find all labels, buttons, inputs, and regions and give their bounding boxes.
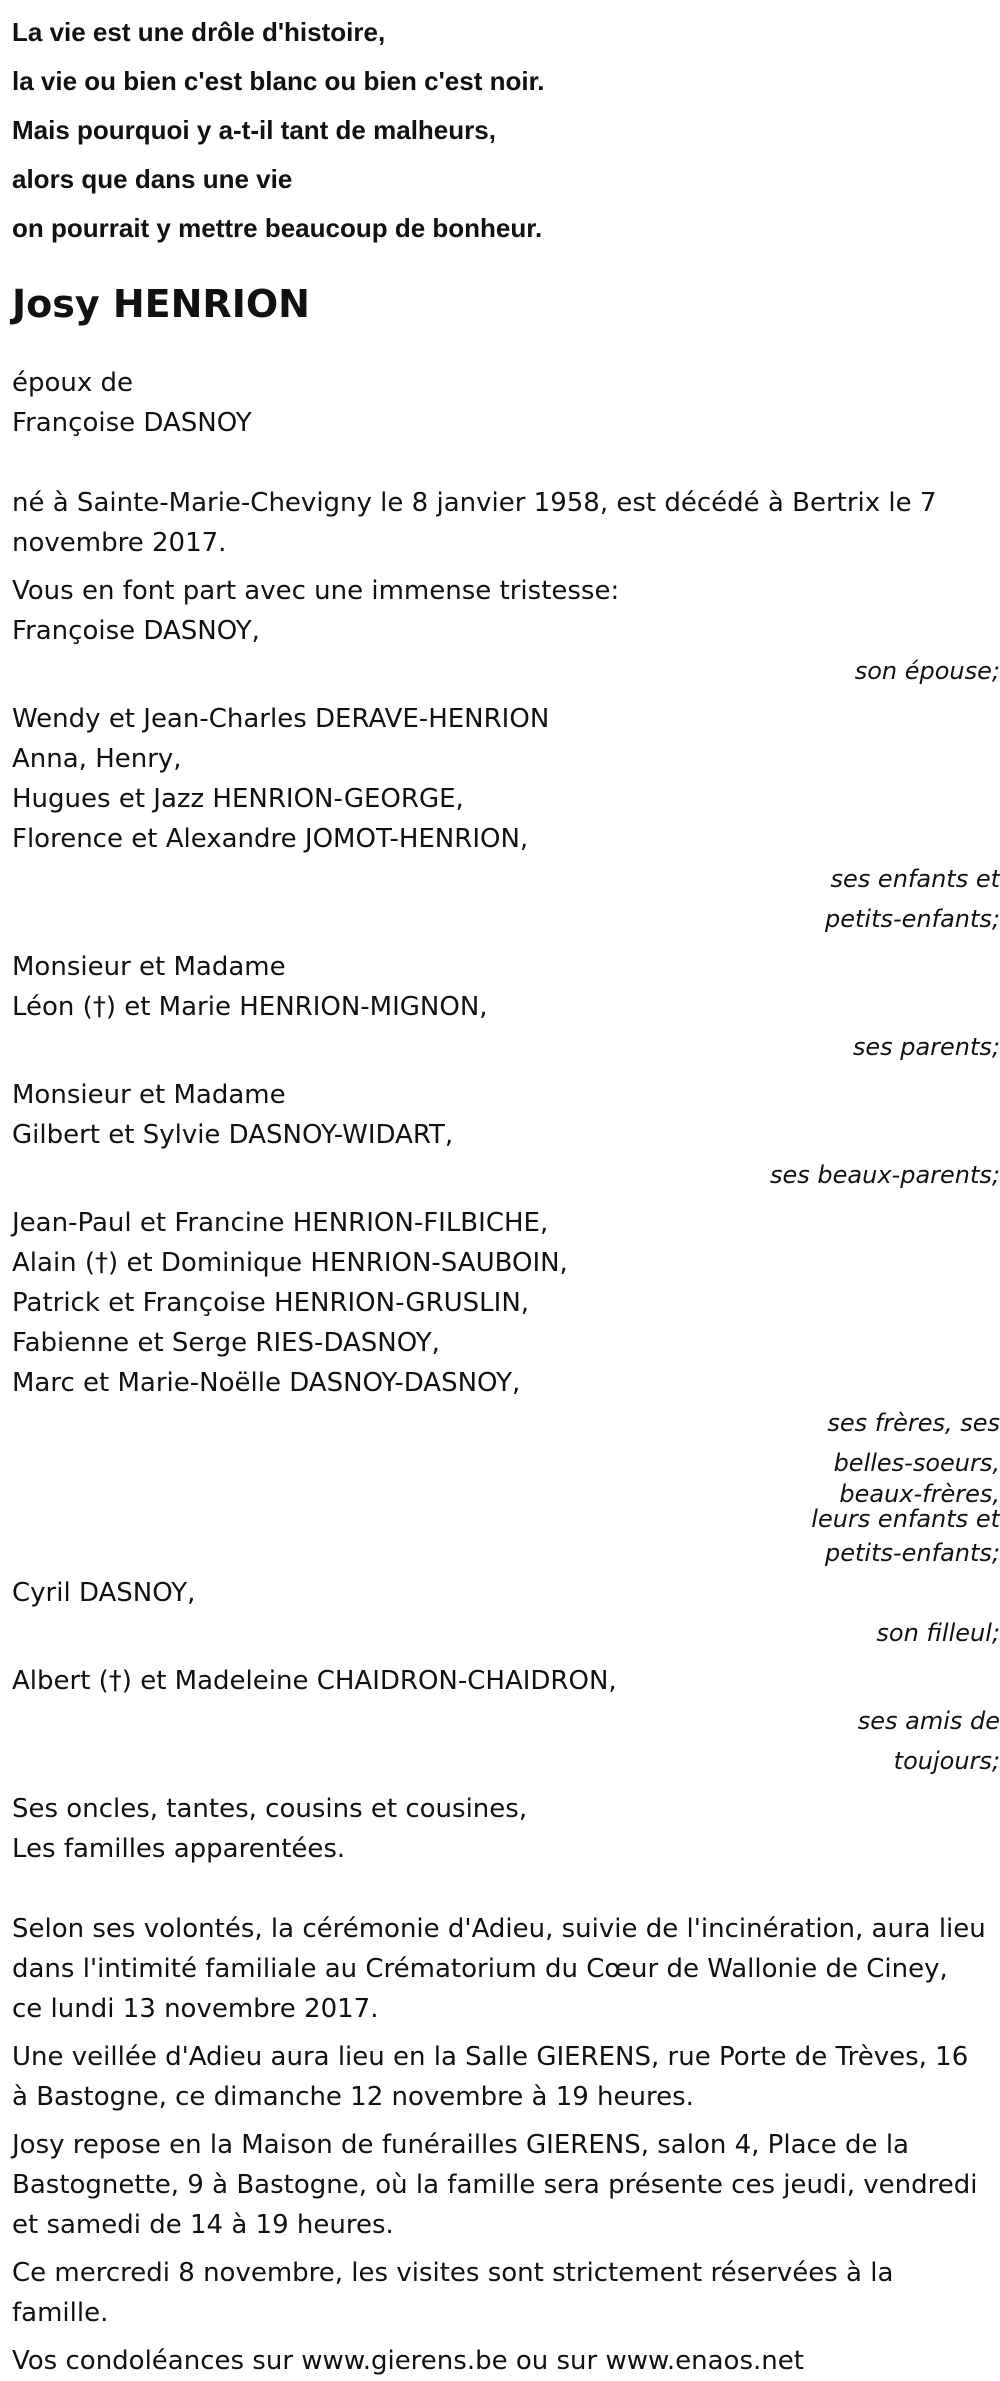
relation-line: petits-enfants; (825, 1539, 1000, 1567)
poem-line: Mais pourquoi y a-t-il tant de malheurs, (12, 115, 496, 145)
relation-line: belles-soeurs, (833, 1449, 1000, 1477)
relation-line: ses enfants et (830, 865, 1000, 893)
relation-line: ses frères, ses (827, 1409, 1000, 1437)
family-name-line: Albert (†) et Madeleine CHAIDRON-CHAIDRON, (12, 1666, 617, 1696)
birth-death-text (12, 483, 988, 563)
family-group (12, 699, 1000, 939)
poem-line: alors que dans une vie (12, 164, 293, 194)
relation-line: petits-enfants; (825, 905, 1000, 933)
deceased-name: Josy HENRION (12, 282, 310, 326)
family-name-line: Alain (†) et Dominique HENRION-SAUBOIN, (12, 1248, 568, 1278)
visits-paragraph (12, 2253, 988, 2333)
family-name-line: Monsieur et Madame (12, 1080, 286, 1110)
family-name-line: Monsieur et Madame (12, 952, 286, 982)
family-group (12, 947, 1000, 1067)
rest-paragraph (12, 2125, 988, 2245)
family-group (12, 1075, 1000, 1195)
relation-line: ses beaux-parents; (770, 1161, 1000, 1189)
ceremony-line: Selon ses volontés, la cérémonie d'Adieu, suivie de l'incinération, aura lieu (12, 1914, 986, 1944)
poem-line: La vie est une drôle d'histoire, (12, 17, 386, 47)
relation-label (12, 1613, 1000, 1653)
family-name-line: Wendy et Jean-Charles DERAVE-HENRION (12, 704, 550, 734)
ceremony-line: dans l'intimité familiale au Crématorium du Cœur de Wallonie de Ciney, (12, 1954, 948, 1984)
spouse-intro: époux de (12, 368, 134, 398)
family-group (12, 1661, 1000, 1781)
birth-death-line: novembre 2017. (12, 528, 227, 558)
condolences-text (12, 2341, 988, 2381)
vigil-line: à Bastogne, ce dimanche 12 novembre à 19 heures. (12, 2082, 694, 2112)
family-group (12, 611, 1000, 691)
visits-line: Ce mercredi 8 novembre, les visites sont strictement réservées à la (12, 2258, 894, 2288)
extended-family-line: Les familles apparentées. (12, 1834, 346, 1864)
family-name-line: Françoise DASNOY, (12, 616, 260, 646)
ceremony-paragraph (12, 1909, 988, 2029)
family-name-line: Gilbert et Sylvie DASNOY-WIDART, (12, 1120, 454, 1150)
birth-death-line: né à Sainte-Marie-Chevigny le 8 janvier 1958, est décédé à Bertrix le 7 (12, 488, 937, 518)
relation-label (12, 1155, 1000, 1195)
announcement-intro: Vous en font part avec une immense tristesse: (12, 576, 620, 606)
relation-line: ses amis de (857, 1707, 1000, 1735)
visits-line: famille. (12, 2298, 109, 2328)
family-name-line: Anna, Henry, (12, 744, 182, 774)
extended-family (12, 1789, 988, 1869)
poem (12, 8, 988, 253)
rest-line: Bastognette, 9 à Bastogne, où la famille sera présente ces jeudi, vendredi (12, 2170, 978, 2200)
rest-line: et samedi de 14 à 19 heures. (12, 2210, 394, 2240)
spouse-name: Françoise DASNOY (12, 408, 252, 438)
family-name-line: Jean-Paul et Francine HENRION-FILBICHE, (12, 1208, 549, 1238)
family-name-line: Marc et Marie-Noëlle DASNOY-DASNOY, (12, 1368, 521, 1398)
ceremony-line: ce lundi 13 novembre 2017. (12, 1994, 379, 2024)
relation-label (12, 651, 1000, 691)
relation-label (12, 1027, 1000, 1067)
relation-label (12, 1701, 1000, 1781)
relation-line: toujours; (893, 1747, 1000, 1775)
family-group (12, 1203, 1000, 1573)
vigil-line: Une veillée d'Adieu aura lieu en la Salle GIERENS, rue Porte de Trèves, 16 (12, 2042, 969, 2072)
rest-line: Josy repose en la Maison de funérailles GIERENS, salon 4, Place de la (12, 2130, 909, 2160)
extended-family-line: Ses oncles, tantes, cousins et cousines, (12, 1794, 528, 1824)
family-name-line: Patrick et Françoise HENRION-GRUSLIN, (12, 1288, 530, 1318)
relation-line: ses parents; (852, 1033, 1000, 1061)
poem-line: la vie ou bien c'est blanc ou bien c'est noir. (12, 66, 545, 96)
relation-line: beaux-frères, (839, 1480, 1000, 1508)
relation-label (12, 1403, 1000, 1573)
family-name-line: Florence et Alexandre JOMOT-HENRION, (12, 824, 529, 854)
vigil-paragraph (12, 2037, 988, 2117)
family-name-line: Hugues et Jazz HENRION-GEORGE, (12, 784, 464, 814)
poem-line: on pourrait y mettre beaucoup de bonheur. (12, 213, 543, 243)
spouse-block (12, 363, 988, 443)
relation-line: son filleul; (876, 1619, 1000, 1647)
family-name-line: Cyril DASNOY, (12, 1578, 196, 1608)
relation-line: leurs enfants et (811, 1505, 1000, 1533)
condolences-line: Vos condoléances sur www.gierens.be ou sur www.enaos.net (12, 2346, 804, 2376)
family-name-line: Léon (†) et Marie HENRION-MIGNON, (12, 992, 488, 1022)
family-group (12, 1573, 1000, 1653)
family-name-line: Fabienne et Serge RIES-DASNOY, (12, 1328, 440, 1358)
relation-line: son épouse; (854, 657, 1000, 685)
relation-label (12, 859, 1000, 939)
